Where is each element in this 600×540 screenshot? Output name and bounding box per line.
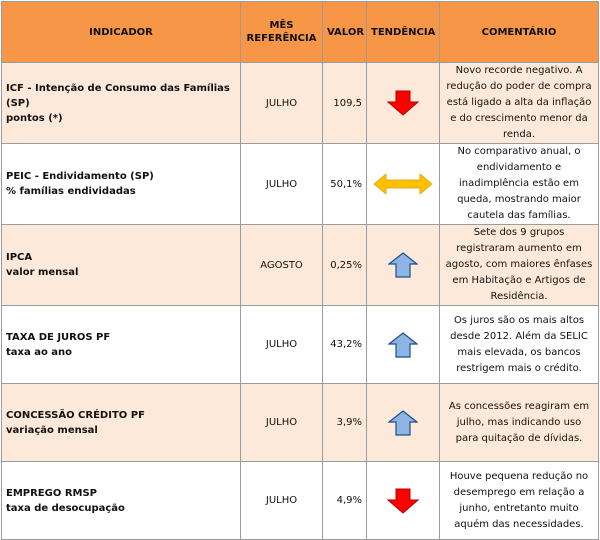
indicador-cell [2,144,241,225]
table-row [2,144,599,225]
header-valor: VALOR [323,2,367,63]
indicador-name: EMPREGO RMSP [6,487,98,499]
mes-referencia-cell: JULHO [241,306,323,384]
indicador-unit: valor mensal [6,267,79,278]
indicador-cell [2,462,241,540]
header-mes-line-1: MÊS [269,20,294,31]
blue-up-arrow-icon [371,410,435,436]
table-row [2,225,599,306]
valor-cell: 0,25% [323,225,367,306]
red-down-arrow-icon [371,488,435,514]
indicators-table [1,1,599,540]
comentario-cell: No comparativo anual, o endividamento e inadimplência estão em queda, mostrando maior cautela das famílias. [440,144,599,225]
valor-cell: 4,9% [323,462,367,540]
comentario-cell: Sete dos 9 grupos registraram aumento em agosto, com maiores ênfases em Habitação e Artigos de Residência. [440,225,599,306]
table-row [2,384,599,462]
table-row [2,462,599,540]
tendencia-cell [367,306,440,384]
indicador-name: IPCA [6,252,33,263]
tendencia-cell [367,462,440,540]
indicador-name: TAXA DE JUROS PF [6,331,111,343]
indicador-cell [2,225,241,306]
comentario-cell: As concessões reagiram em julho, mas indicando uso para quitação de dívidas. [440,384,599,462]
red-down-arrow-icon [371,90,435,116]
header-mes-referencia [241,2,323,63]
table-row [2,63,599,144]
indicador-unit: pontos (*) [6,112,63,124]
indicador-unit: % famílias endividadas [6,186,136,197]
valor-cell: 43,2% [323,306,367,384]
yellow-double-arrow-icon [371,173,435,195]
blue-up-arrow-icon [371,332,435,358]
indicador-name: ICF - Intenção de Consumo das Famílias (SP) [6,82,230,109]
indicador-unit: variação mensal [6,424,98,436]
comentario-cell: Novo recorde negativo. A redução do poder de compra está ligado a alta da inflação e do crescimento menor da renda. [440,63,599,144]
comentario-cell: Os juros são os mais altos desde 2012. Além da SELIC mais elevada, os bancos restrigem mais o crédito. [440,306,599,384]
indicador-name: PEIC - Endividamento (SP) [6,171,154,182]
mes-referencia-cell: JULHO [241,462,323,540]
table-row [2,306,599,384]
header-mes-line-2: REFERÊNCIA [246,33,317,44]
mes-referencia-cell: JULHO [241,63,323,144]
valor-cell: 3,9% [323,384,367,462]
indicador-cell [2,384,241,462]
blue-up-arrow-icon [371,252,435,278]
tendencia-cell [367,144,440,225]
mes-referencia-cell: AGOSTO [241,225,323,306]
tendencia-cell [367,225,440,306]
tendencia-cell [367,384,440,462]
indicador-unit: taxa ao ano [6,346,73,358]
mes-referencia-cell: JULHO [241,384,323,462]
mes-referencia-cell: JULHO [241,144,323,225]
indicador-unit: taxa de desocupação [6,502,125,514]
indicador-cell [2,63,241,144]
indicador-name: CONCESSÃO CRÉDITO PF [6,409,145,421]
indicador-cell [2,306,241,384]
header-indicador: INDICADOR [2,2,241,63]
valor-cell: 50,1% [323,144,367,225]
header-tendencia: TENDÊNCIA [367,2,440,63]
tendencia-cell [367,63,440,144]
valor-cell: 109,5 [323,63,367,144]
header-comentario: COMENTÁRIO [440,2,599,63]
header-row [2,2,599,63]
comentario-cell: Houve pequena redução no desemprego em relação a junho, entretanto muito aquém das necessidades. [440,462,599,540]
